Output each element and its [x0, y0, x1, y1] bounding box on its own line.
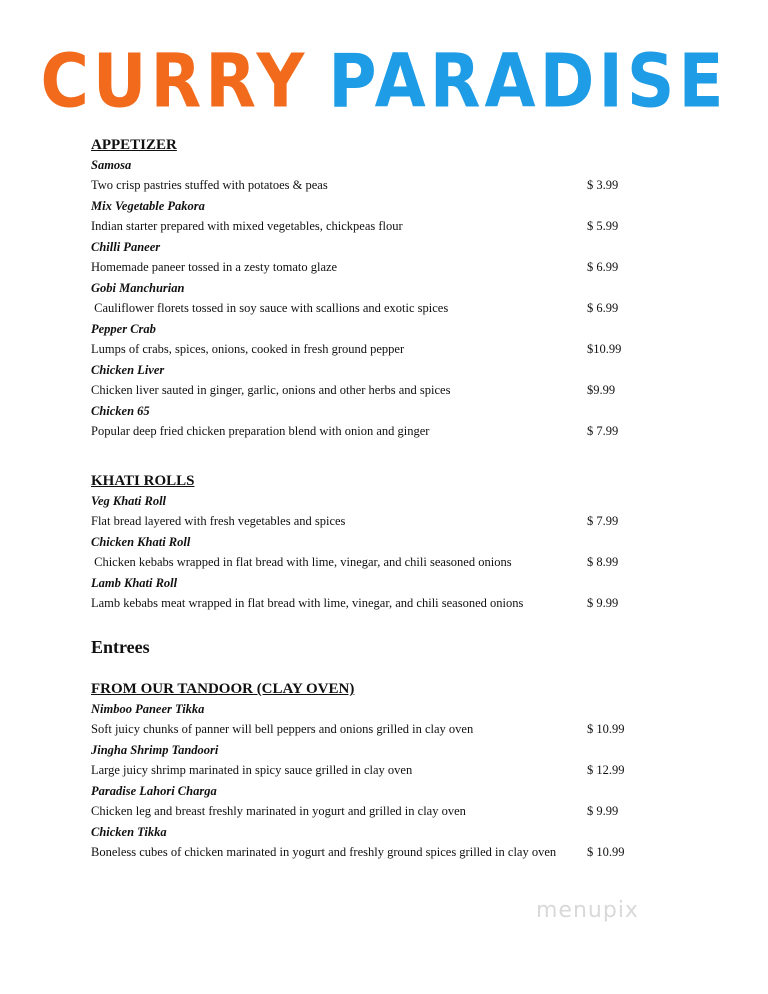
item-price: $10.99 — [587, 342, 622, 356]
item-price: $9.99 — [587, 383, 616, 397]
item-name: Chilli Paneer — [91, 240, 161, 254]
item-desc: Homemade paneer tossed in a zesty tomato glaze — [91, 260, 338, 274]
title-word-curry: CURRY — [40, 38, 309, 125]
item-name: Paradise Lahori Charga — [91, 784, 217, 798]
menu-body — [91, 134, 651, 864]
item-row — [91, 338, 651, 361]
section-title-tandoor: FROM OUR TANDOOR (CLAY OVEN) — [91, 681, 355, 697]
item-desc: Lumps of crabs, spices, onions, cooked in fresh ground pepper — [91, 342, 405, 356]
item-name: Mix Vegetable Pakora — [91, 199, 205, 213]
item-price: $ 6.99 — [587, 260, 619, 274]
item-price: $ 3.99 — [587, 178, 619, 192]
item-desc: Flat bread layered with fresh vegetables and spices — [91, 514, 346, 528]
item-name: Chicken 65 — [91, 404, 150, 418]
item-row — [91, 215, 651, 238]
item-row — [91, 759, 651, 782]
item-desc: Indian starter prepared with mixed vegetables, chickpeas flour — [91, 219, 403, 233]
item-row — [91, 297, 651, 320]
item-price: $ 7.99 — [587, 514, 619, 528]
section-title-khati-rolls: KHATI ROLLS — [91, 473, 195, 489]
item-name: Chicken Khati Roll — [91, 535, 191, 549]
item-desc: Chicken kebabs wrapped in flat bread with lime, vinegar, and chili seasoned onions — [91, 555, 512, 569]
item-row — [91, 841, 651, 864]
item-desc: Popular deep fried chicken preparation blend with onion and ginger — [91, 424, 430, 438]
item-price: $ 9.99 — [587, 804, 619, 818]
item-price: $ 9.99 — [587, 596, 619, 610]
item-row — [91, 800, 651, 823]
appetizer-list — [91, 156, 651, 443]
restaurant-title — [0, 38, 768, 124]
section-title-entrees: Entrees — [91, 637, 150, 657]
section-title-appetizer: APPETIZER — [91, 137, 177, 153]
item-name: Gobi Manchurian — [91, 281, 185, 295]
item-price: $ 5.99 — [587, 219, 619, 233]
item-desc: Cauliflower florets tossed in soy sauce with scallions and exotic spices — [91, 301, 449, 315]
item-desc: Chicken liver sauted in ginger, garlic, onions and other herbs and spices — [91, 383, 451, 397]
item-row — [91, 718, 651, 741]
tandoor-list — [91, 700, 651, 864]
item-desc: Boneless cubes of chicken marinated in yogurt and freshly ground spices grilled in clay oven — [91, 845, 557, 859]
item-desc: Chicken leg and breast freshly marinated in yogurt and grilled in clay oven — [91, 804, 466, 818]
item-price: $ 6.99 — [587, 301, 619, 315]
item-desc: Large juicy shrimp marinated in spicy sauce grilled in clay oven — [91, 763, 413, 777]
item-price: $ 7.99 — [587, 424, 619, 438]
item-row — [91, 420, 651, 443]
item-name: Veg Khati Roll — [91, 494, 167, 508]
item-price: $ 10.99 — [587, 845, 625, 859]
item-name: Chicken Liver — [91, 363, 165, 377]
item-price: $ 8.99 — [587, 555, 619, 569]
item-price: $ 12.99 — [587, 763, 625, 777]
item-row — [91, 592, 651, 615]
khati-rolls-list — [91, 492, 651, 615]
item-desc: Two crisp pastries stuffed with potatoes & peas — [91, 178, 328, 192]
item-desc: Soft juicy chunks of panner will bell peppers and onions grilled in clay oven — [91, 722, 474, 736]
item-price: $ 10.99 — [587, 722, 625, 736]
item-row — [91, 379, 651, 402]
item-row — [91, 174, 651, 197]
watermark-logo: menupix — [536, 898, 639, 923]
item-name: Chicken Tikka — [91, 825, 167, 839]
item-row — [91, 256, 651, 279]
title-word-paradise: PARADISE — [328, 38, 728, 125]
item-name: Lamb Khati Roll — [91, 576, 178, 590]
item-name: Samosa — [91, 158, 132, 172]
item-name: Nimboo Paneer Tikka — [91, 702, 205, 716]
item-row — [91, 551, 651, 574]
item-desc: Lamb kebabs meat wrapped in flat bread with lime, vinegar, and chili seasoned onions — [91, 596, 524, 610]
item-name: Jingha Shrimp Tandoori — [91, 743, 219, 757]
item-name: Pepper Crab — [91, 322, 156, 336]
item-row — [91, 510, 651, 533]
